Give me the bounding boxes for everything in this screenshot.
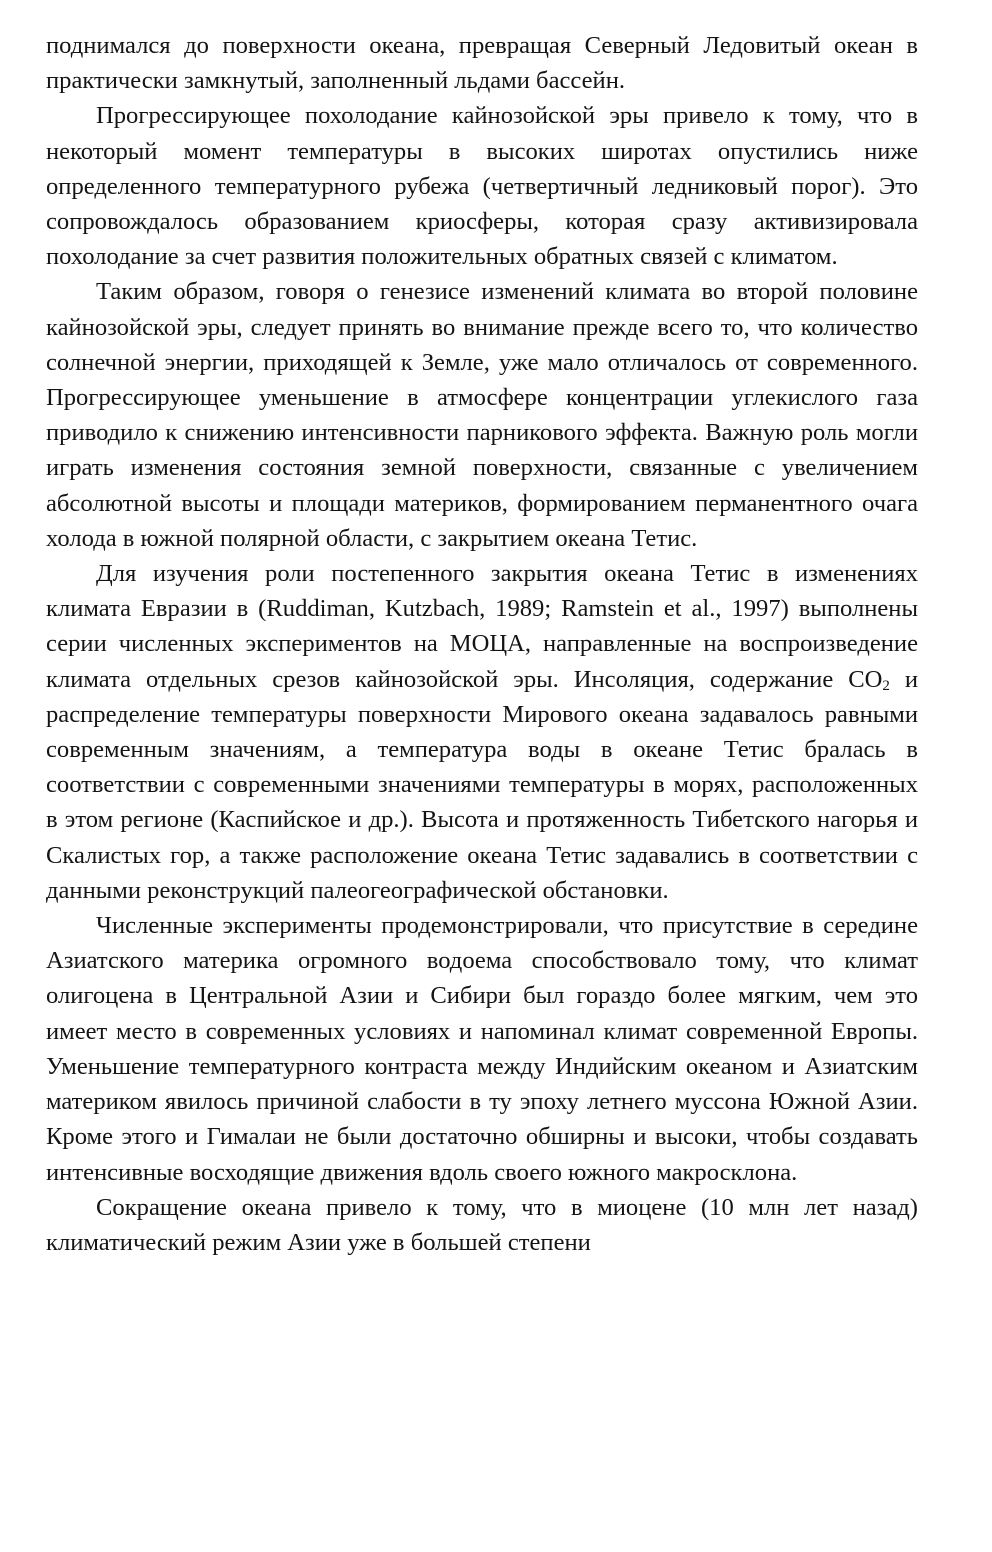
paragraph-tethys-text-before: Для изучения роли постепенного закрытия океана Тетис в изменениях климата Евразии в (Ruddiman, Kutzbach, 1989; Ramstein et al., 1997) выполнены серии численных экспериментов на МОЦА, направленные на воспроизведение климата отдельных срезов кайнозойской эры. Инсоляция, содержание СО	[46, 560, 918, 693]
paragraph-ocean-reduction: Сокращение океана привело к тому, что в миоцене (10 млн лет назад) климатический режим Азии уже в большей степени	[46, 1193, 918, 1256]
paragraph-tethys-text-after: и распределение температуры поверхности Мирового океана задавалось равными современным значениям, а температура воды в океане Тетис бралась в соответствии с современными значениями температуры в морях, расположенных в этом регионе (Каспийское и др.). Высота и протяженность Тибетского нагорья и Скалистых гор, а также расположение океана Тетис задавались в соответствии с данными реконструкций палеогеографической обстановки.	[46, 665, 918, 904]
paragraph-continuation: поднимался до поверхности океана, превращая Северный Ледовитый океан в практически замкнутый, заполненный льдами бассейн.	[46, 32, 918, 95]
paragraph-tethys-experiments	[46, 556, 918, 908]
paragraph-genesis: Таким образом, говоря о генезисе изменений климата во второй половине кайнозойской эры, следует принять во внимание прежде всего то, что количество солнечной энергии, приходящей к Земле, уже мало отличалось от современного. Прогрессирующее уменьшение в атмосфере концентрации углекислого газа приводило к снижению интенсивности парникового эффекта. Важную роль могли играть изменения состояния земной поверхности, связанные с увеличением абсолютной высоты и площади материков, формированием перманентного очага холода в южной полярной области, с закрытием океана Тетис.	[46, 278, 918, 552]
paragraph-experiment-results: Численные эксперименты продемонстрировали, что присутствие в середине Азиатского материка огромного водоема способствовало тому, что климат олигоцена в Центральной Азии и Сибири был гораздо более мягким, чем это имеет место в современных условиях и напоминал климат современной Европы. Уменьшение температурного контраста между Индийским океаном и Азиатским материком явилось причиной слабости в ту эпоху летнего муссона Южной Азии. Кроме этого и Гималаи не были достаточно обширны и высоки, чтобы создавать интенсивные восходящие движения вдоль своего южного макросклона.	[46, 912, 918, 1186]
co2-subscript: 2	[882, 677, 890, 694]
paragraph-cooling: Прогрессирующее похолодание кайнозойской эры привело к тому, что в некоторый момент температуры в высоких широтах опустились ниже определенного температурного рубежа (четвертичный ледниковый порог). Это сопровождалось образованием криосферы, которая сразу активизировала похолодание за счет развития положительных обратных связей с климатом.	[46, 102, 918, 271]
page-text-body	[46, 28, 918, 1260]
